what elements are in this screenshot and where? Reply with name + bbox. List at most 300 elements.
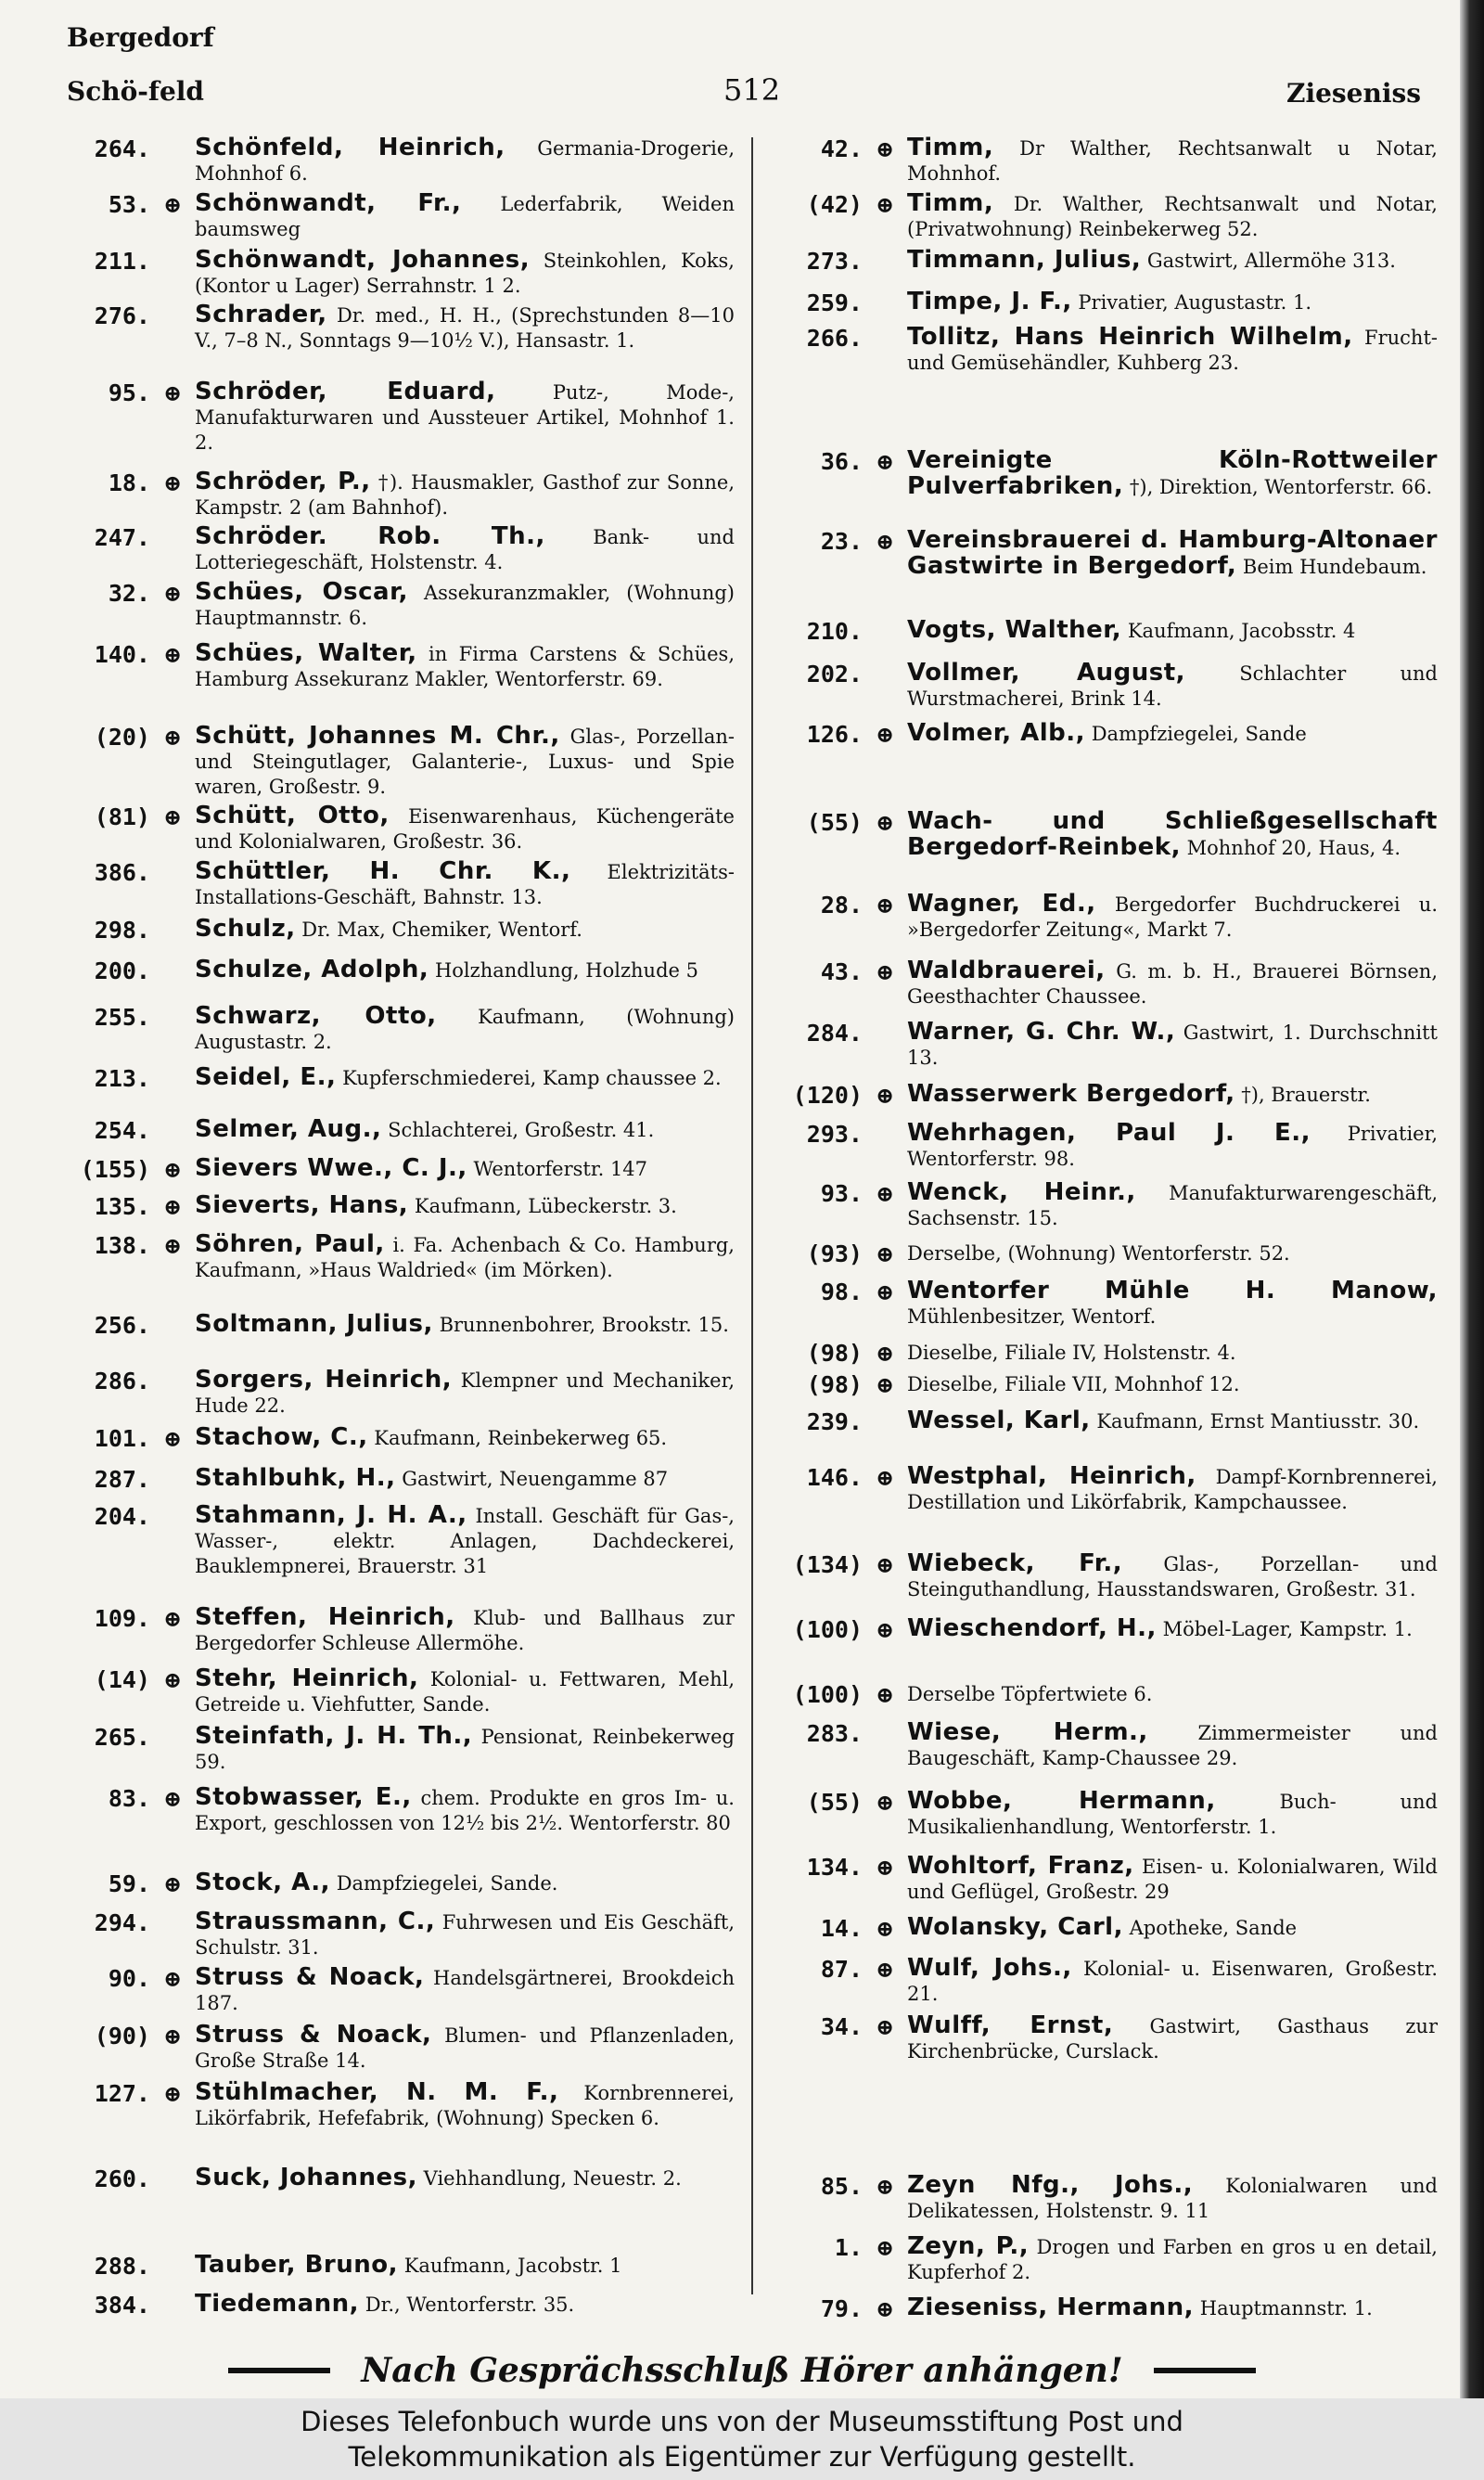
entry-text xyxy=(195,1004,735,1055)
listing-symbol-icon xyxy=(866,661,903,712)
listing-symbol-icon xyxy=(154,135,191,186)
listing-symbol-icon: ⊕ xyxy=(162,1965,183,1992)
subscriber-details: Frucht- und Gemüsehändler, Kuhberg 23. xyxy=(907,327,1438,374)
phone-number: (55) xyxy=(806,809,863,836)
directory-entry xyxy=(770,1854,1438,1905)
entry-text xyxy=(195,1909,735,1960)
subscriber-name: Vogts, Walther, xyxy=(907,616,1122,644)
listing-symbol-icon xyxy=(154,1503,191,1579)
directory-entry xyxy=(770,2173,1438,2224)
subscriber-name: Stobwasser, E., xyxy=(195,1783,412,1811)
listing-symbol-icon: ⊕ xyxy=(875,892,895,919)
subscriber-name: Waldbrauerei, xyxy=(907,957,1106,984)
listing-symbol-icon xyxy=(154,1117,191,1144)
subscriber-name: Steffen, Heinrich, xyxy=(195,1603,455,1631)
subscriber-name: Vereinigte Köln-Rottweiler Pulverfabriken, xyxy=(907,446,1438,500)
subscriber-details: Wentorferstr. 147 xyxy=(473,1158,648,1180)
listing-symbol-icon: ⊕ xyxy=(162,1666,183,1693)
listing-symbol-icon: ⊕ xyxy=(162,1232,183,1259)
entry-text xyxy=(907,1551,1438,1602)
directory-entry xyxy=(58,580,735,631)
phone-number: (14) xyxy=(94,1666,150,1693)
entry-text xyxy=(195,1666,735,1717)
entry-text xyxy=(907,1789,1438,1840)
phone-number: 32. xyxy=(108,580,150,607)
subscriber-name: Stahmann, J. H. A., xyxy=(195,1501,467,1529)
subscriber-details: Dr. Walther, Rechtsanwalt und Notar, (Privatwohnung) Reinbekerweg 52. xyxy=(907,193,1438,240)
subscriber-details: Kolonialwaren und Delikatessen, Holstenstr. 9. 11 xyxy=(907,2175,1438,2222)
phone-number: 210. xyxy=(806,618,863,645)
listing-symbol-icon: ⊕ xyxy=(875,1180,895,1207)
listing-symbol-icon: ⊕ xyxy=(162,580,183,607)
listing-symbol-icon xyxy=(866,1408,903,1435)
directory-entry xyxy=(58,1909,735,1960)
hang-up-notice xyxy=(0,2351,1484,2390)
subscriber-name: Wasserwerk Bergedorf, xyxy=(907,1080,1235,1108)
listing-symbol-icon xyxy=(154,2292,191,2319)
phone-number: 127. xyxy=(94,2080,150,2107)
listing-symbol-icon: ⊕ xyxy=(875,2173,895,2200)
subscriber-details: Assekuranzmakler, (Wohnung) Hauptmannstr. 6. xyxy=(195,582,735,629)
listing-symbol-icon: ⊕ xyxy=(875,2013,895,2040)
subscriber-name: Steinfath, J. H. Th., xyxy=(195,1722,473,1750)
header-range-start: Schö-feld xyxy=(67,76,204,107)
directory-entry xyxy=(770,1720,1438,1771)
directory-entry xyxy=(58,859,735,910)
subscriber-name: Schröder. Rob. Th., xyxy=(195,522,545,550)
subscriber-details: Kaufmann, Ernst Mantiusstr. 30. xyxy=(1096,1410,1420,1433)
subscriber-details: chem. Produkte en gros Im- u. Export, geschlossen von 12½ bis 2½. Wentorferstr. 80 xyxy=(195,1787,735,1834)
subscriber-details: Dr., Wentorferstr. 35. xyxy=(365,2294,575,2316)
listing-symbol-icon xyxy=(154,859,191,910)
phone-number: 90. xyxy=(108,1965,150,1992)
entry-text xyxy=(907,2234,1438,2285)
subscriber-details: Holzhandlung, Holzhude 5 xyxy=(434,959,698,982)
subscriber-details: Buch- und Musikalienhandlung, Wentorferstr. 1. xyxy=(907,1791,1438,1838)
listing-symbol-icon: ⊕ xyxy=(875,1340,895,1367)
subscriber-name: Söhren, Paul, xyxy=(195,1230,385,1258)
phone-number: 79. xyxy=(820,2295,863,2322)
subscriber-details: Dampf-Kornbrennerei, Destillation und Likörfabrik, Kampchaussee. xyxy=(907,1466,1438,1513)
subscriber-details: Dr. med., H. H., (Sprechstunden 8—10 V., 7–8 N., Sonntags 9—10½ V.), Hansastr. 1. xyxy=(195,304,735,352)
subscriber-name: Zeyn, P., xyxy=(907,2232,1030,2260)
subscriber-name: Schulz, xyxy=(195,915,296,943)
entry-text xyxy=(907,1082,1438,1109)
entry-text xyxy=(195,379,735,456)
listing-symbol-icon: ⊕ xyxy=(162,191,183,218)
entry-text xyxy=(195,1193,735,1220)
entry-text xyxy=(907,1371,1438,1398)
entry-text xyxy=(195,469,735,520)
page-number: 512 xyxy=(723,72,781,108)
directory-entry xyxy=(770,1915,1438,1942)
subscriber-name: Wieschendorf, H., xyxy=(907,1614,1157,1642)
subscriber-details: Privatier, Wentorferstr. 98. xyxy=(907,1123,1438,1170)
listing-symbol-icon: ⊕ xyxy=(875,1082,895,1109)
subscriber-details: Blumen- und Pflanzenladen, Große Straße 14. xyxy=(195,2024,735,2072)
directory-entry xyxy=(58,302,735,353)
subscriber-details: Klempner und Mechaniker, Hude 22. xyxy=(195,1369,735,1417)
entry-text xyxy=(195,1785,735,1836)
listing-symbol-icon: ⊕ xyxy=(875,1240,895,1267)
entry-text xyxy=(195,1605,735,1656)
listing-symbol-icon: ⊕ xyxy=(162,2080,183,2107)
entry-text xyxy=(907,958,1438,1009)
subscriber-name: Schütt, Otto, xyxy=(195,802,390,829)
subscriber-details: Gastwirt, Gasthaus zur Kirchenbrücke, Curslack. xyxy=(907,2015,1438,2062)
credit-line-1: Dieses Telefonbuch wurde uns von der Museumsstiftung Post und xyxy=(301,2406,1183,2437)
subscriber-details: Mohnhof 20, Haus, 4. xyxy=(1186,837,1401,859)
subscriber-details: Germania-Drogerie, Mohnhof 6. xyxy=(195,137,735,185)
phone-number: 109. xyxy=(94,1605,150,1632)
subscriber-name: Schwarz, Otto, xyxy=(195,1002,437,1030)
subscriber-name: Straussmann, C., xyxy=(195,1908,436,1935)
subscriber-details: Fuhrwesen und Eis Geschäft, Schulstr. 31. xyxy=(195,1911,735,1959)
subscriber-details: Kaufmann, Reinbekerweg 65. xyxy=(374,1427,668,1449)
subscriber-name: Wulf, Johs., xyxy=(907,1954,1072,1982)
directory-entry xyxy=(58,135,735,186)
listing-symbol-icon: ⊕ xyxy=(162,1425,183,1452)
listing-symbol-icon xyxy=(154,917,191,944)
notice-rule-right xyxy=(1154,2368,1256,2373)
subscriber-name: Westphal, Heinrich, xyxy=(907,1462,1196,1490)
listing-symbol-icon: ⊕ xyxy=(875,1789,895,1816)
directory-entry xyxy=(58,191,735,242)
entry-text xyxy=(195,191,735,242)
directory-entry xyxy=(58,1605,735,1656)
listing-symbol-icon xyxy=(866,618,903,645)
phone-number: (81) xyxy=(94,803,150,830)
phone-number: 288. xyxy=(94,2253,150,2280)
subscriber-name: Wulff, Ernst, xyxy=(907,2011,1114,2039)
subscriber-name: Seidel, E., xyxy=(195,1063,337,1091)
entry-text xyxy=(907,289,1438,316)
subscriber-details: Schlachterei, Großestr. 41. xyxy=(388,1119,655,1141)
subscriber-details: Kolonial- u. Eisenwaren, Großestr. 21. xyxy=(907,1958,1438,2005)
phone-number: 286. xyxy=(94,1368,150,1394)
entry-text xyxy=(195,1965,735,2016)
subscriber-details: Beim Hundebaum. xyxy=(1242,556,1427,578)
subscriber-name: Stock, A., xyxy=(195,1869,331,1896)
listing-symbol-icon xyxy=(154,1312,191,1339)
subscriber-name: Tauber, Bruno, xyxy=(195,2251,399,2279)
listing-symbol-icon xyxy=(154,1004,191,1055)
directory-entry xyxy=(58,1117,735,1144)
listing-symbol-icon: ⊕ xyxy=(875,1551,895,1578)
phone-number: 256. xyxy=(94,1312,150,1339)
listing-symbol-icon xyxy=(154,957,191,984)
subscriber-details: Kaufmann, (Wohnung) Augustastr. 2. xyxy=(195,1006,735,1053)
entry-text xyxy=(195,2023,735,2074)
subscriber-details: G. m. b. H., Brauerei Börnsen, Geesthachter Chaussee. xyxy=(907,960,1438,1008)
phone-number: 384. xyxy=(94,2292,150,2319)
phone-number: 135. xyxy=(94,1193,150,1220)
directory-entry xyxy=(58,1156,735,1183)
entry-text xyxy=(907,1340,1438,1367)
subscriber-details: Klub- und Ballhaus zur Bergedorfer Schleuse Allermöhe. xyxy=(195,1607,735,1654)
directory-entry xyxy=(58,1503,735,1579)
phone-number: 284. xyxy=(806,1020,863,1047)
subscriber-name: Volmer, Alb., xyxy=(907,719,1086,747)
phone-number: (98) xyxy=(806,1371,863,1398)
listing-symbol-icon: ⊕ xyxy=(875,1854,895,1881)
subscriber-name: Schrader, xyxy=(195,301,327,328)
phone-number: 93. xyxy=(820,1180,863,1207)
subscriber-name: Warner, G. Chr. W., xyxy=(907,1018,1176,1046)
subscriber-details: Kolonial- u. Fettwaren, Mehl, Getreide u. Viehfutter, Sande. xyxy=(195,1668,735,1715)
subscriber-details: Viehhandlung, Neuestr. 2. xyxy=(423,2167,682,2190)
phone-number: 211. xyxy=(94,248,150,275)
phone-number: 266. xyxy=(806,325,863,352)
listing-symbol-icon: ⊕ xyxy=(875,2295,895,2322)
subscriber-name: Schröder, P., xyxy=(195,468,371,495)
entry-text xyxy=(907,135,1438,186)
entry-text xyxy=(907,191,1438,242)
phone-number: 138. xyxy=(94,1232,150,1259)
subscriber-details: Dieselbe, Filiale IV, Holstenstr. 4. xyxy=(907,1342,1236,1364)
listing-symbol-icon: ⊕ xyxy=(162,469,183,496)
listing-symbol-icon: ⊕ xyxy=(875,1681,895,1708)
entry-text xyxy=(195,2292,735,2319)
phone-number: 126. xyxy=(806,721,863,748)
phone-number: (55) xyxy=(806,1789,863,1816)
listing-symbol-icon: ⊕ xyxy=(162,1193,183,1220)
listing-symbol-icon: ⊕ xyxy=(875,2234,895,2261)
notice-rule-left xyxy=(228,2368,330,2373)
phone-number: (100) xyxy=(792,1681,863,1708)
subscriber-details: Bank- und Lotteriegeschäft, Holstenstr. 4. xyxy=(195,526,735,573)
phone-number: 59. xyxy=(108,1870,150,1897)
entry-text xyxy=(907,1279,1438,1330)
directory-entry xyxy=(770,1240,1438,1267)
entry-text xyxy=(195,2080,735,2131)
subscriber-details: Kaufmann, Jacobstr. 1 xyxy=(403,2255,622,2277)
directory-entry xyxy=(770,248,1438,275)
subscriber-name: Wolansky, Carl, xyxy=(907,1913,1123,1941)
listing-symbol-icon: ⊕ xyxy=(875,191,895,218)
directory-entry xyxy=(770,1279,1438,1330)
subscriber-name: Timm, xyxy=(907,134,994,161)
phone-number: 386. xyxy=(94,859,150,886)
page-edge-shadow xyxy=(1460,0,1484,2398)
subscriber-name: Vollmer, August, xyxy=(907,659,1186,687)
subscriber-details: Gastwirt, 1. Durchschnitt 13. xyxy=(907,1022,1438,1069)
listing-symbol-icon: ⊕ xyxy=(875,1956,895,1983)
phone-number: (98) xyxy=(806,1340,863,1367)
listing-symbol-icon: ⊕ xyxy=(875,1371,895,1398)
phone-number: 276. xyxy=(94,302,150,329)
subscriber-name: Schües, Walter, xyxy=(195,639,417,667)
entry-text xyxy=(907,2173,1438,2224)
entry-text xyxy=(195,1156,735,1183)
directory-entry xyxy=(770,2295,1438,2322)
subscriber-name: Zieseniss, Hermann, xyxy=(907,2294,1195,2321)
directory-entry xyxy=(58,803,735,855)
entry-text xyxy=(907,721,1438,748)
directory-entry xyxy=(58,524,735,575)
entry-text xyxy=(907,448,1438,500)
listing-symbol-icon: ⊕ xyxy=(162,803,183,830)
listing-symbol-icon xyxy=(154,1724,191,1775)
phone-number: (42) xyxy=(806,191,863,218)
listing-symbol-icon: ⊕ xyxy=(875,809,895,836)
subscriber-name: Wehrhagen, Paul J. E., xyxy=(907,1119,1311,1147)
directory-entry xyxy=(58,957,735,984)
phone-number: 200. xyxy=(94,957,150,984)
listing-symbol-icon: ⊕ xyxy=(162,2023,183,2050)
listing-symbol-icon: ⊕ xyxy=(162,1785,183,1812)
subscriber-name: Schües, Oscar, xyxy=(195,578,408,606)
subscriber-name: Soltmann, Julius, xyxy=(195,1310,433,1338)
listing-symbol-icon xyxy=(154,2253,191,2280)
phone-number: 283. xyxy=(806,1720,863,1747)
directory-entry xyxy=(770,1464,1438,1515)
subscriber-details: Derselbe Töpfertwiete 6. xyxy=(907,1683,1153,1705)
subscriber-details: Kaufmann, Lübeckerstr. 3. xyxy=(414,1195,677,1217)
subscriber-details: †), Brauerstr. xyxy=(1241,1084,1371,1106)
subscriber-name: Schönwandt, Johannes, xyxy=(195,246,531,274)
listing-symbol-icon xyxy=(154,1368,191,1419)
subscriber-details: Kaufmann, Jacobsstr. 4 xyxy=(1127,620,1356,642)
directory-entry xyxy=(58,1232,735,1283)
subscriber-name: Struss & Noack, xyxy=(195,2021,432,2049)
phone-number: 294. xyxy=(94,1909,150,1936)
directory-entry xyxy=(770,661,1438,712)
entry-text xyxy=(907,248,1438,275)
directory-entry xyxy=(770,1789,1438,1840)
directory-entry xyxy=(770,289,1438,316)
header-town: Bergedorf xyxy=(67,22,214,53)
subscriber-name: Wessel, Karl, xyxy=(907,1407,1091,1434)
directory-entry xyxy=(58,469,735,520)
subscriber-details: †), Direktion, Wentorferstr. 66. xyxy=(1129,476,1433,498)
directory-entry xyxy=(770,892,1438,943)
entry-text xyxy=(907,1180,1438,1231)
phone-number: 101. xyxy=(94,1425,150,1452)
subscriber-name: Wohltorf, Franz, xyxy=(907,1852,1134,1880)
entry-text xyxy=(195,1232,735,1283)
directory-entry xyxy=(770,1408,1438,1435)
subscriber-details: Drogen und Farben en gros u en detail, Kupferhof 2. xyxy=(907,2236,1438,2283)
entry-text xyxy=(195,302,735,353)
phone-number: 134. xyxy=(806,1854,863,1881)
subscriber-name: Wobbe, Hermann, xyxy=(907,1787,1216,1815)
directory-entry xyxy=(58,2292,735,2319)
phone-number: 43. xyxy=(820,958,863,985)
directory-entry xyxy=(58,1312,735,1339)
subscriber-details: †). Hausmakler, Gasthof zur Sonne, Kampstr. 2 (am Bahnhof). xyxy=(195,471,735,519)
entry-text xyxy=(195,1466,735,1493)
listing-symbol-icon: ⊕ xyxy=(162,1156,183,1183)
subscriber-details: in Firma Carstens & Schües, Hamburg Assekuranz Makler, Wentorferstr. 69. xyxy=(195,643,735,690)
credit-line-2: Telekommunikation als Eigentümer zur Verfügung gestellt. xyxy=(348,2441,1136,2473)
phone-number: 264. xyxy=(94,135,150,162)
phone-number: (100) xyxy=(792,1616,863,1643)
directory-entry xyxy=(770,1956,1438,2007)
phone-number: 85. xyxy=(820,2173,863,2200)
directory-entry xyxy=(58,248,735,299)
subscriber-name: Sorgers, Heinrich, xyxy=(195,1366,453,1394)
directory-entry xyxy=(770,721,1438,748)
subscriber-details: Lederfabrik, Weiden baumsweg xyxy=(195,193,735,240)
directory-entry xyxy=(770,2013,1438,2064)
listing-symbol-icon xyxy=(154,302,191,353)
phone-number: 18. xyxy=(108,469,150,496)
subscriber-details: Apotheke, Sande xyxy=(1129,1917,1298,1939)
phone-number: 95. xyxy=(108,379,150,406)
subscriber-name: Stehr, Heinrich, xyxy=(195,1664,419,1692)
phone-number: 298. xyxy=(94,917,150,944)
directory-entry xyxy=(770,1616,1438,1643)
subscriber-name: Timmann, Julius, xyxy=(907,246,1142,274)
phone-number: 140. xyxy=(94,641,150,668)
listing-symbol-icon xyxy=(866,325,903,376)
entry-text xyxy=(907,1854,1438,1905)
subscriber-details: Gastwirt, Allermöhe 313. xyxy=(1146,250,1396,272)
entry-text xyxy=(907,892,1438,943)
directory-entry xyxy=(58,1785,735,1836)
entry-text xyxy=(195,1724,735,1775)
phone-number: 146. xyxy=(806,1464,863,1491)
directory-entry xyxy=(770,325,1438,376)
directory-entry xyxy=(770,958,1438,1009)
listing-symbol-icon: ⊕ xyxy=(875,135,895,162)
phone-number: 34. xyxy=(820,2013,863,2040)
subscriber-details: Hauptmannstr. 1. xyxy=(1199,2297,1373,2319)
listing-symbol-icon: ⊕ xyxy=(875,1464,895,1491)
listing-symbol-icon: ⊕ xyxy=(875,1616,895,1643)
entry-text xyxy=(195,524,735,575)
entry-text xyxy=(907,1464,1438,1515)
phone-number: 265. xyxy=(94,1724,150,1751)
directory-entry xyxy=(770,1371,1438,1398)
phone-number: 36. xyxy=(820,448,863,475)
listing-symbol-icon xyxy=(154,524,191,575)
phone-number: 254. xyxy=(94,1117,150,1144)
directory-entry xyxy=(58,1666,735,1717)
directory-entry xyxy=(770,2234,1438,2285)
subscriber-details: Putz-, Mode-, Manufakturwaren und Aussteuer Artikel, Mohnhof 1. 2. xyxy=(195,381,735,454)
entry-text xyxy=(195,580,735,631)
subscriber-details: Mühlenbesitzer, Wentorf. xyxy=(907,1305,1157,1328)
phone-number: 1. xyxy=(834,2234,863,2261)
directory-entry xyxy=(770,1121,1438,1172)
entry-text xyxy=(195,917,735,944)
subscriber-details: Dampfziegelei, Sande. xyxy=(336,1872,558,1895)
directory-entry xyxy=(58,2253,735,2280)
subscriber-name: Tollitz, Hans Heinrich Wilhelm, xyxy=(907,323,1353,351)
subscriber-details: Bergedorfer Buchdruckerei u. »Bergedorfer Zeitung«, Markt 7. xyxy=(907,893,1438,941)
listing-symbol-icon xyxy=(154,1065,191,1092)
subscriber-details: Privatier, Augustastr. 1. xyxy=(1078,291,1312,314)
phone-number: 98. xyxy=(820,1279,863,1305)
subscriber-details: Dr. Max, Chemiker, Wentorf. xyxy=(301,919,582,941)
entry-text xyxy=(907,1020,1438,1071)
entry-text xyxy=(907,661,1438,712)
subscriber-name: Wentorfer Mühle H. Manow, xyxy=(907,1277,1438,1304)
listing-symbol-icon xyxy=(866,1121,903,1172)
subscriber-name: Suck, Johannes, xyxy=(195,2164,417,2191)
subscriber-name: Struss & Noack, xyxy=(195,1963,425,1991)
subscriber-details: Möbel-Lager, Kampstr. 1. xyxy=(1162,1618,1413,1640)
phone-number: 239. xyxy=(806,1408,863,1435)
directory-entry xyxy=(770,528,1438,580)
directory-entry xyxy=(770,1681,1438,1708)
entry-text xyxy=(195,1870,735,1897)
subscriber-name: Timm, xyxy=(907,189,994,217)
phone-number: 23. xyxy=(820,528,863,555)
directory-entry xyxy=(770,448,1438,500)
